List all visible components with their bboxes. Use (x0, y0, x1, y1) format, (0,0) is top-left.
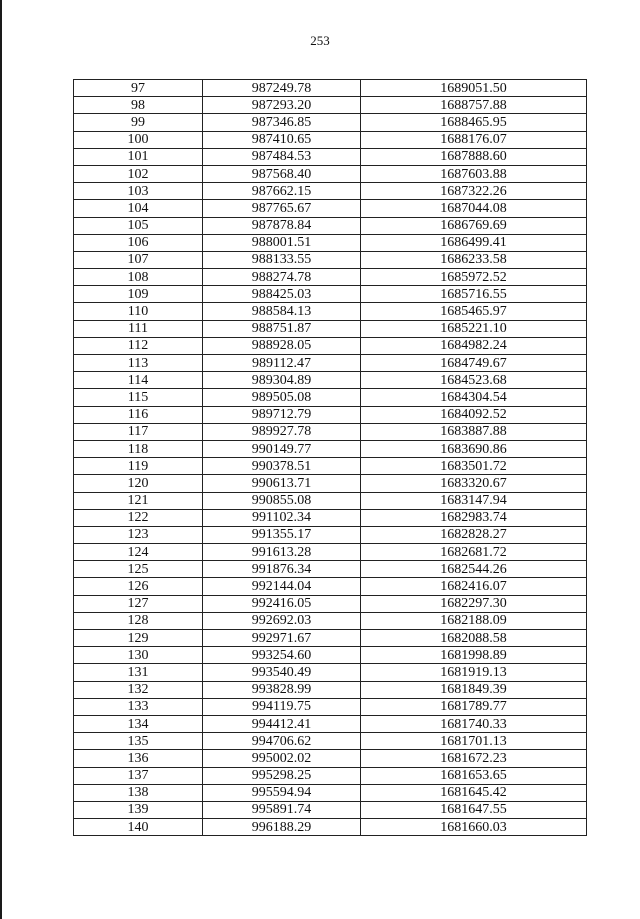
point-number-cell: 122 (74, 509, 203, 526)
y-coordinate-cell: 1681672.23 (361, 750, 587, 767)
x-coordinate-cell: 993540.49 (203, 664, 361, 681)
point-number-cell: 132 (74, 681, 203, 698)
x-coordinate-cell: 991613.28 (203, 544, 361, 561)
table-row (74, 784, 587, 801)
point-number-cell: 106 (74, 234, 203, 251)
x-coordinate-cell: 987410.65 (203, 131, 361, 148)
x-coordinate-cell: 990613.71 (203, 475, 361, 492)
x-coordinate-cell: 989112.47 (203, 355, 361, 372)
x-coordinate-cell: 988133.55 (203, 251, 361, 268)
y-coordinate-cell: 1686769.69 (361, 217, 587, 234)
table-row (74, 148, 587, 165)
table-row (74, 509, 587, 526)
x-coordinate-cell: 989505.08 (203, 389, 361, 406)
y-coordinate-cell: 1682681.72 (361, 544, 587, 561)
x-coordinate-cell: 987568.40 (203, 165, 361, 182)
x-coordinate-cell: 993828.99 (203, 681, 361, 698)
x-coordinate-cell: 988001.51 (203, 234, 361, 251)
point-number-cell: 140 (74, 819, 203, 836)
table-row (74, 251, 587, 268)
point-number-cell: 113 (74, 355, 203, 372)
table-row (74, 200, 587, 217)
table-row (74, 234, 587, 251)
y-coordinate-cell: 1686499.41 (361, 234, 587, 251)
point-number-cell: 136 (74, 750, 203, 767)
x-coordinate-cell: 990855.08 (203, 492, 361, 509)
y-coordinate-cell: 1688176.07 (361, 131, 587, 148)
point-number-cell: 135 (74, 733, 203, 750)
y-coordinate-cell: 1682416.07 (361, 578, 587, 595)
table-row (74, 750, 587, 767)
y-coordinate-cell: 1685972.52 (361, 269, 587, 286)
table-row (74, 630, 587, 647)
point-number-cell: 105 (74, 217, 203, 234)
x-coordinate-cell: 990149.77 (203, 440, 361, 457)
x-coordinate-cell: 992416.05 (203, 595, 361, 612)
x-coordinate-cell: 988928.05 (203, 337, 361, 354)
y-coordinate-cell: 1683501.72 (361, 458, 587, 475)
x-coordinate-cell: 991876.34 (203, 561, 361, 578)
point-number-cell: 98 (74, 97, 203, 114)
x-coordinate-cell: 988425.03 (203, 286, 361, 303)
x-coordinate-cell: 993254.60 (203, 647, 361, 664)
table-row (74, 406, 587, 423)
y-coordinate-cell: 1688465.95 (361, 114, 587, 131)
table-row (74, 715, 587, 732)
y-coordinate-cell: 1681998.89 (361, 647, 587, 664)
x-coordinate-cell: 994119.75 (203, 698, 361, 715)
y-coordinate-cell: 1682828.27 (361, 526, 587, 543)
x-coordinate-cell: 991355.17 (203, 526, 361, 543)
point-number-cell: 128 (74, 612, 203, 629)
y-coordinate-cell: 1686233.58 (361, 251, 587, 268)
y-coordinate-cell: 1688757.88 (361, 97, 587, 114)
x-coordinate-cell: 992144.04 (203, 578, 361, 595)
point-number-cell: 126 (74, 578, 203, 595)
x-coordinate-cell: 992971.67 (203, 630, 361, 647)
point-number-cell: 127 (74, 595, 203, 612)
table-row (74, 475, 587, 492)
x-coordinate-cell: 995002.02 (203, 750, 361, 767)
point-number-cell: 123 (74, 526, 203, 543)
x-coordinate-cell: 989927.78 (203, 423, 361, 440)
table-row (74, 681, 587, 698)
table-row (74, 526, 587, 543)
table-row (74, 458, 587, 475)
x-coordinate-cell: 987249.78 (203, 80, 361, 97)
y-coordinate-cell: 1683690.86 (361, 440, 587, 457)
x-coordinate-cell: 987293.20 (203, 97, 361, 114)
y-coordinate-cell: 1682297.30 (361, 595, 587, 612)
point-number-cell: 116 (74, 406, 203, 423)
y-coordinate-cell: 1687603.88 (361, 165, 587, 182)
y-coordinate-cell: 1681740.33 (361, 715, 587, 732)
table-row (74, 647, 587, 664)
table-row (74, 664, 587, 681)
table-row (74, 595, 587, 612)
x-coordinate-cell: 991102.34 (203, 509, 361, 526)
point-number-cell: 102 (74, 165, 203, 182)
point-number-cell: 103 (74, 183, 203, 200)
table-row (74, 819, 587, 836)
point-number-cell: 129 (74, 630, 203, 647)
y-coordinate-cell: 1683147.94 (361, 492, 587, 509)
y-coordinate-cell: 1681647.55 (361, 801, 587, 818)
coordinates-table (73, 79, 587, 836)
y-coordinate-cell: 1682088.58 (361, 630, 587, 647)
page-edge (0, 0, 2, 919)
table-row (74, 217, 587, 234)
y-coordinate-cell: 1687888.60 (361, 148, 587, 165)
table-row (74, 355, 587, 372)
x-coordinate-cell: 987484.53 (203, 148, 361, 165)
point-number-cell: 137 (74, 767, 203, 784)
point-number-cell: 109 (74, 286, 203, 303)
table-row (74, 578, 587, 595)
table-row (74, 114, 587, 131)
y-coordinate-cell: 1682544.26 (361, 561, 587, 578)
point-number-cell: 125 (74, 561, 203, 578)
table-row (74, 389, 587, 406)
x-coordinate-cell: 988274.78 (203, 269, 361, 286)
table-row (74, 492, 587, 509)
table-row (74, 165, 587, 182)
x-coordinate-cell: 994412.41 (203, 715, 361, 732)
x-coordinate-cell: 995594.94 (203, 784, 361, 801)
x-coordinate-cell: 992692.03 (203, 612, 361, 629)
y-coordinate-cell: 1684982.24 (361, 337, 587, 354)
x-coordinate-cell: 990378.51 (203, 458, 361, 475)
y-coordinate-cell: 1684749.67 (361, 355, 587, 372)
x-coordinate-cell: 996188.29 (203, 819, 361, 836)
point-number-cell: 110 (74, 303, 203, 320)
point-number-cell: 112 (74, 337, 203, 354)
table-body (74, 80, 587, 836)
x-coordinate-cell: 987878.84 (203, 217, 361, 234)
y-coordinate-cell: 1685716.55 (361, 286, 587, 303)
point-number-cell: 119 (74, 458, 203, 475)
page-number: 253 (310, 33, 330, 48)
table-row (74, 286, 587, 303)
y-coordinate-cell: 1681660.03 (361, 819, 587, 836)
y-coordinate-cell: 1684092.52 (361, 406, 587, 423)
point-number-cell: 97 (74, 80, 203, 97)
table-row (74, 320, 587, 337)
y-coordinate-cell: 1681849.39 (361, 681, 587, 698)
point-number-cell: 134 (74, 715, 203, 732)
table-row (74, 80, 587, 97)
x-coordinate-cell: 989712.79 (203, 406, 361, 423)
x-coordinate-cell: 987346.85 (203, 114, 361, 131)
y-coordinate-cell: 1681919.13 (361, 664, 587, 681)
point-number-cell: 131 (74, 664, 203, 681)
table-row (74, 97, 587, 114)
point-number-cell: 115 (74, 389, 203, 406)
table-row (74, 423, 587, 440)
point-number-cell: 107 (74, 251, 203, 268)
table-row (74, 561, 587, 578)
table-row (74, 440, 587, 457)
y-coordinate-cell: 1681653.65 (361, 767, 587, 784)
y-coordinate-cell: 1685465.97 (361, 303, 587, 320)
point-number-cell: 99 (74, 114, 203, 131)
point-number-cell: 124 (74, 544, 203, 561)
y-coordinate-cell: 1684523.68 (361, 372, 587, 389)
point-number-cell: 101 (74, 148, 203, 165)
x-coordinate-cell: 987662.15 (203, 183, 361, 200)
y-coordinate-cell: 1681645.42 (361, 784, 587, 801)
point-number-cell: 114 (74, 372, 203, 389)
x-coordinate-cell: 988751.87 (203, 320, 361, 337)
x-coordinate-cell: 988584.13 (203, 303, 361, 320)
table-row (74, 544, 587, 561)
table-row (74, 612, 587, 629)
point-number-cell: 121 (74, 492, 203, 509)
y-coordinate-cell: 1682188.09 (361, 612, 587, 629)
x-coordinate-cell: 987765.67 (203, 200, 361, 217)
point-number-cell: 100 (74, 131, 203, 148)
table-row (74, 801, 587, 818)
point-number-cell: 108 (74, 269, 203, 286)
x-coordinate-cell: 989304.89 (203, 372, 361, 389)
y-coordinate-cell: 1684304.54 (361, 389, 587, 406)
y-coordinate-cell: 1682983.74 (361, 509, 587, 526)
y-coordinate-cell: 1683320.67 (361, 475, 587, 492)
table-row (74, 698, 587, 715)
y-coordinate-cell: 1681701.13 (361, 733, 587, 750)
y-coordinate-cell: 1681789.77 (361, 698, 587, 715)
x-coordinate-cell: 995298.25 (203, 767, 361, 784)
y-coordinate-cell: 1689051.50 (361, 80, 587, 97)
point-number-cell: 133 (74, 698, 203, 715)
point-number-cell: 111 (74, 320, 203, 337)
table-row (74, 303, 587, 320)
y-coordinate-cell: 1687044.08 (361, 200, 587, 217)
point-number-cell: 104 (74, 200, 203, 217)
y-coordinate-cell: 1685221.10 (361, 320, 587, 337)
table-row (74, 269, 587, 286)
point-number-cell: 118 (74, 440, 203, 457)
y-coordinate-cell: 1683887.88 (361, 423, 587, 440)
point-number-cell: 117 (74, 423, 203, 440)
point-number-cell: 130 (74, 647, 203, 664)
table-row (74, 767, 587, 784)
y-coordinate-cell: 1687322.26 (361, 183, 587, 200)
point-number-cell: 138 (74, 784, 203, 801)
table-row (74, 337, 587, 354)
x-coordinate-cell: 995891.74 (203, 801, 361, 818)
x-coordinate-cell: 994706.62 (203, 733, 361, 750)
point-number-cell: 139 (74, 801, 203, 818)
table-row (74, 183, 587, 200)
table-row (74, 372, 587, 389)
table-row (74, 733, 587, 750)
table-row (74, 131, 587, 148)
point-number-cell: 120 (74, 475, 203, 492)
